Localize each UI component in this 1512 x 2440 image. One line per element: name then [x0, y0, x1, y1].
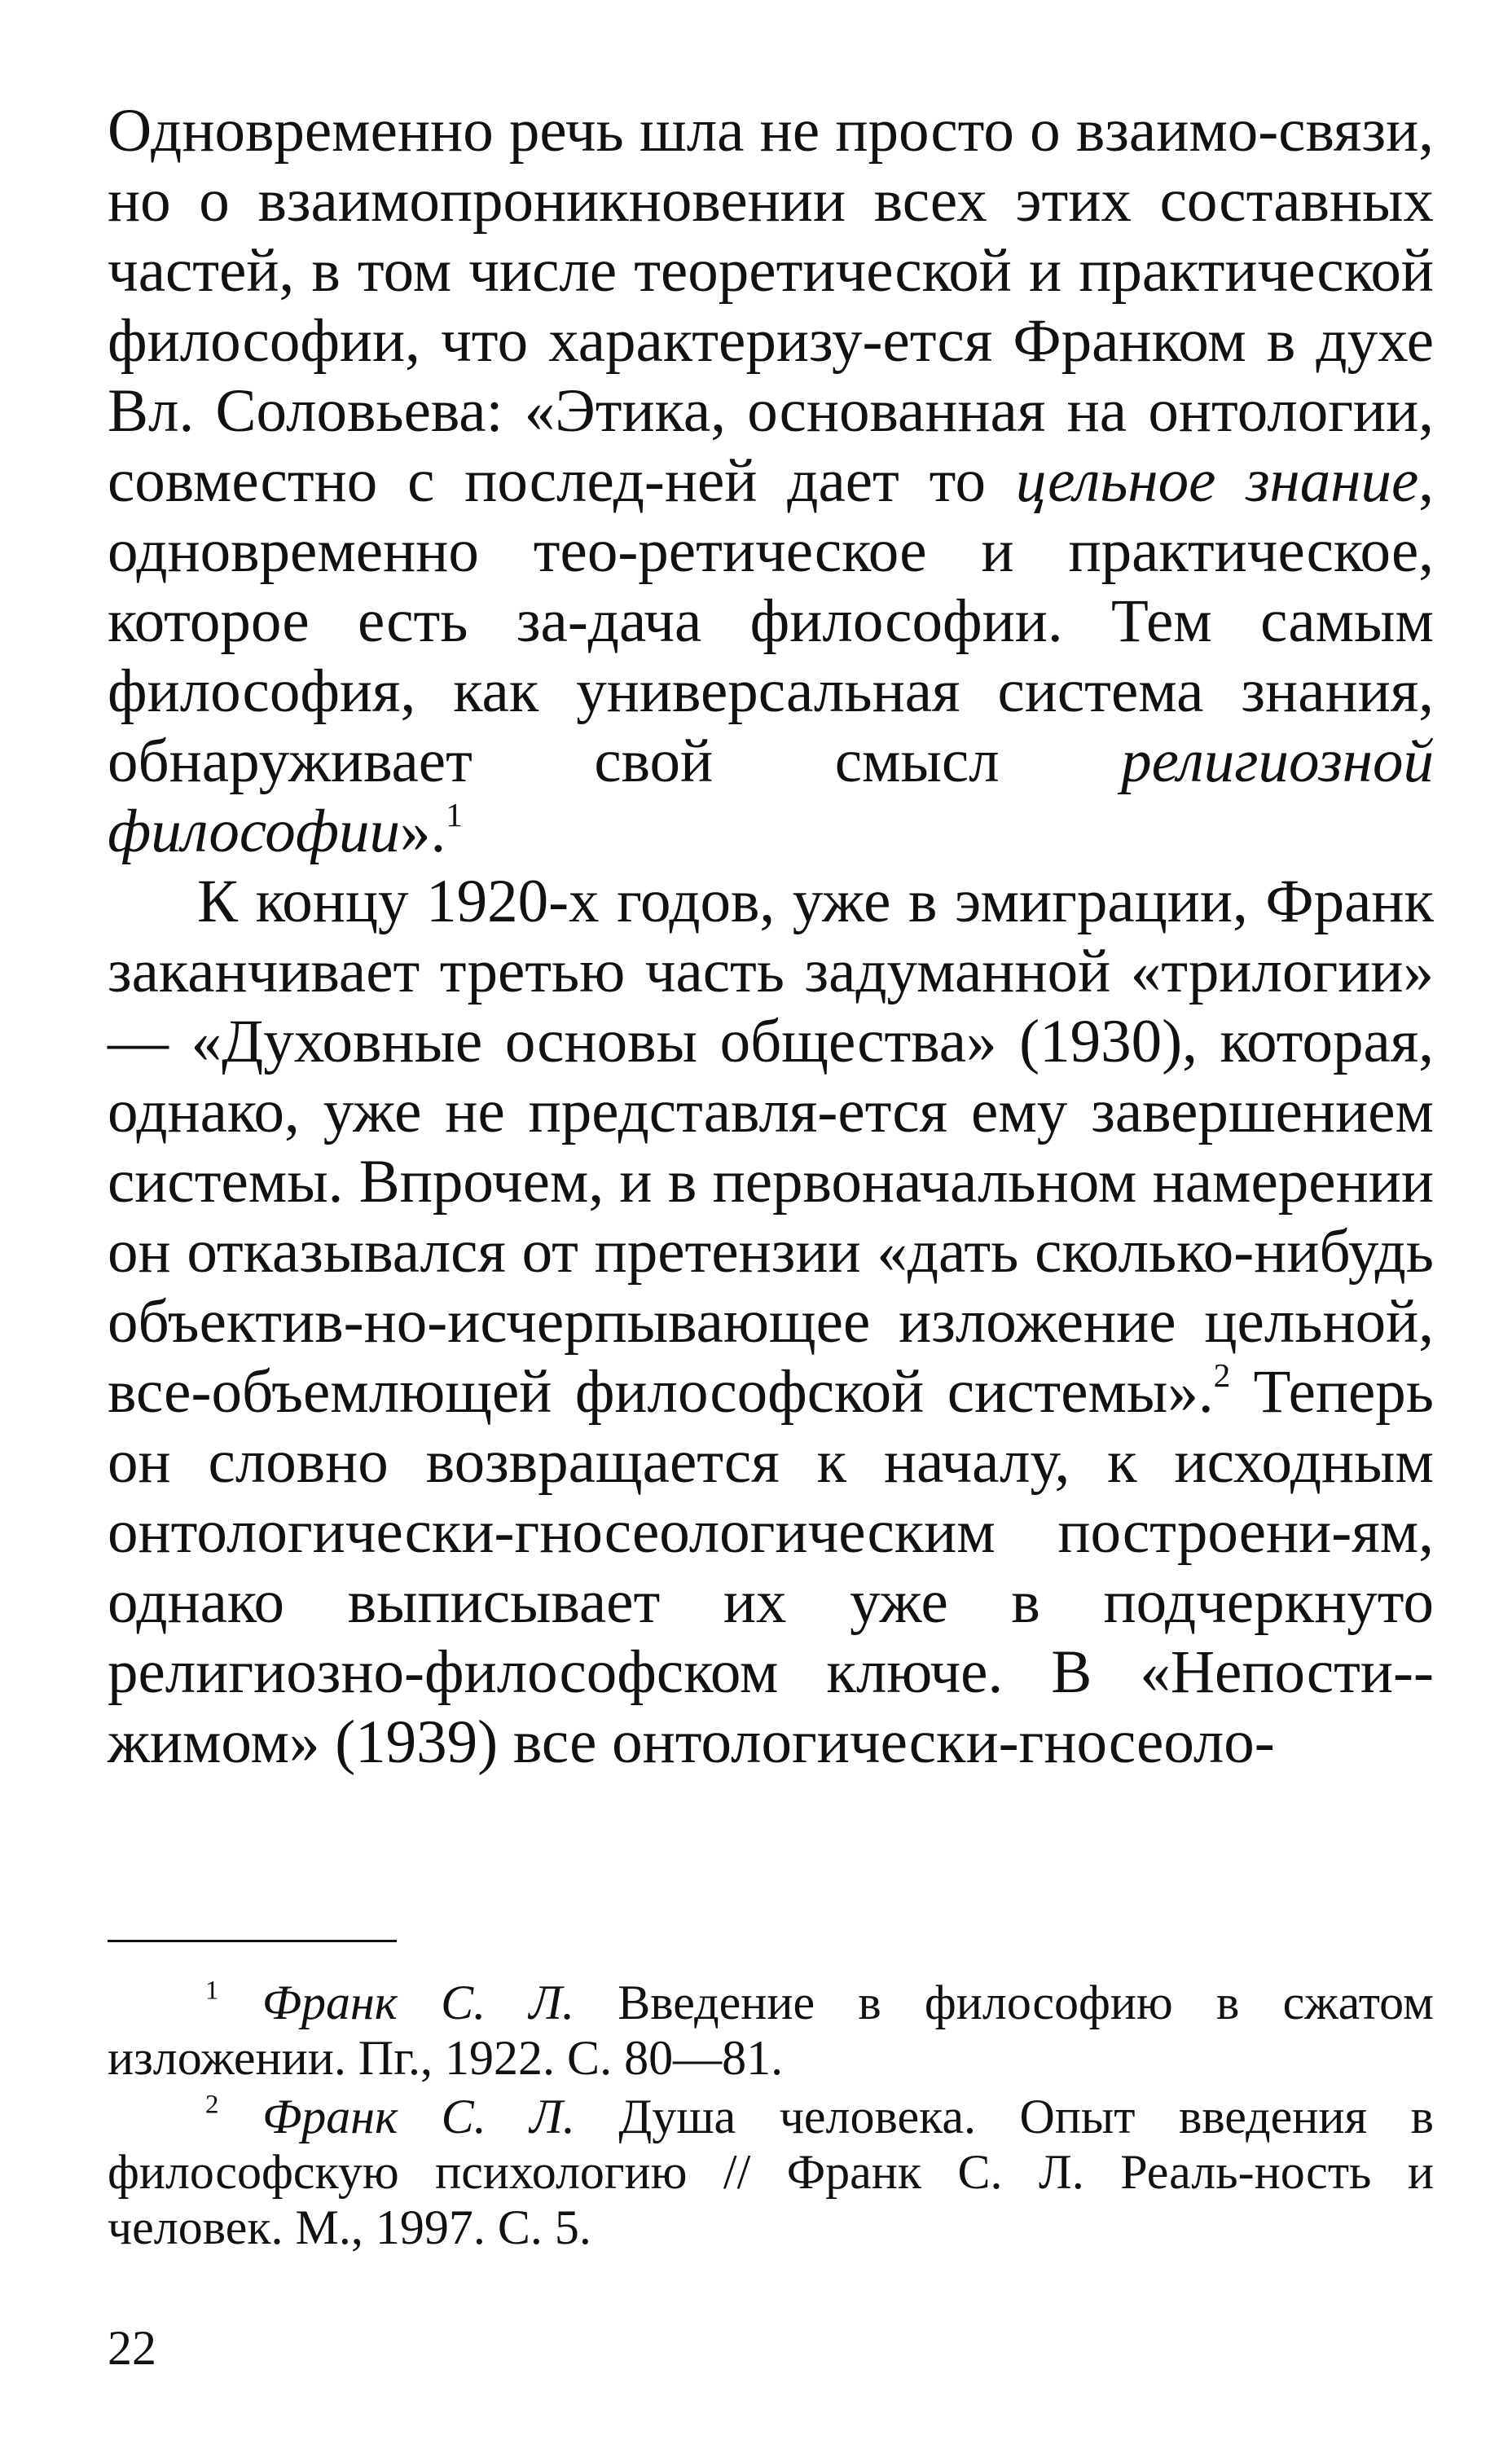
- footnote-1-author: Франк С. Л.: [262, 1976, 574, 2029]
- paragraph-1-text-b: , одновременно тео-ретическое и практическое, которое есть за-дача философии. Тем самым философия, как универсальная система знания, обнаруживает свой смысл: [108, 447, 1434, 795]
- paragraph-2-text-a: К концу 1920-х годов, уже в эмиграции, Франк заканчивает третью часть задуманной «трилогии» — «Духовные основы общества» (1930), которая, однако, уже не представля-ется ему завершением системы. Впрочем, и в первоначальном намерении он отказывался от претензии «дать сколько-нибудь объектив-но-исчерпывающее изложение цельной, все-объемлющей философской системы».: [108, 868, 1434, 1426]
- footnote-ref-1: 1: [446, 796, 463, 834]
- paragraph-1: [108, 96, 1434, 867]
- paragraph-2-text-b: Теперь он словно возвращается к началу, к исходным онтологически-гносеологическим построени-ям, однако выписывает их уже в подчеркнуто религиозно-философском ключе. В «Непости-жимом» (1939) все онтологически-гносеоло-: [108, 1358, 1434, 1776]
- footnote-1-marker: 1: [205, 1976, 219, 2006]
- footnote-2: [108, 2089, 1434, 2255]
- footnote-separator: [108, 1940, 397, 1942]
- paragraph-1-text-a: Одновременно речь шла не просто о взаимо-связи, но о взаимопроникновении всех этих составных частей, в том числе теоретической и практической философии, что характеризу-ется Франком в духе Вл. Соловьева: «Этика, основанная на онтологии, совместно с послед-ней дает то: [108, 97, 1434, 515]
- footnote-1: [108, 1975, 1434, 2086]
- footnote-2-marker: 2: [205, 2090, 219, 2120]
- footnote-1-text: Введение в философию в сжатом изложении. Пг., 1922. С. 80—81.: [108, 1976, 1434, 2085]
- paragraph-1-emphasis-2: религиозной философии: [108, 728, 1434, 865]
- page-number: 22: [108, 2321, 156, 2375]
- footnote-2-author: Франк С. Л.: [262, 2090, 575, 2143]
- paragraph-2: [108, 867, 1434, 1778]
- main-text: [108, 96, 1434, 1778]
- footnote-ref-2: 2: [1213, 1356, 1231, 1395]
- paragraph-1-emphasis-1: цельное знание: [1015, 447, 1419, 515]
- footnotes: [108, 1975, 1434, 2255]
- footnote-2-text: Душа человека. Опыт введения в философскую психологию // Франк С. Л. Реаль-ность и человек. М., 1997. С. 5.: [108, 2090, 1434, 2254]
- paragraph-1-text-c: ».: [400, 798, 446, 865]
